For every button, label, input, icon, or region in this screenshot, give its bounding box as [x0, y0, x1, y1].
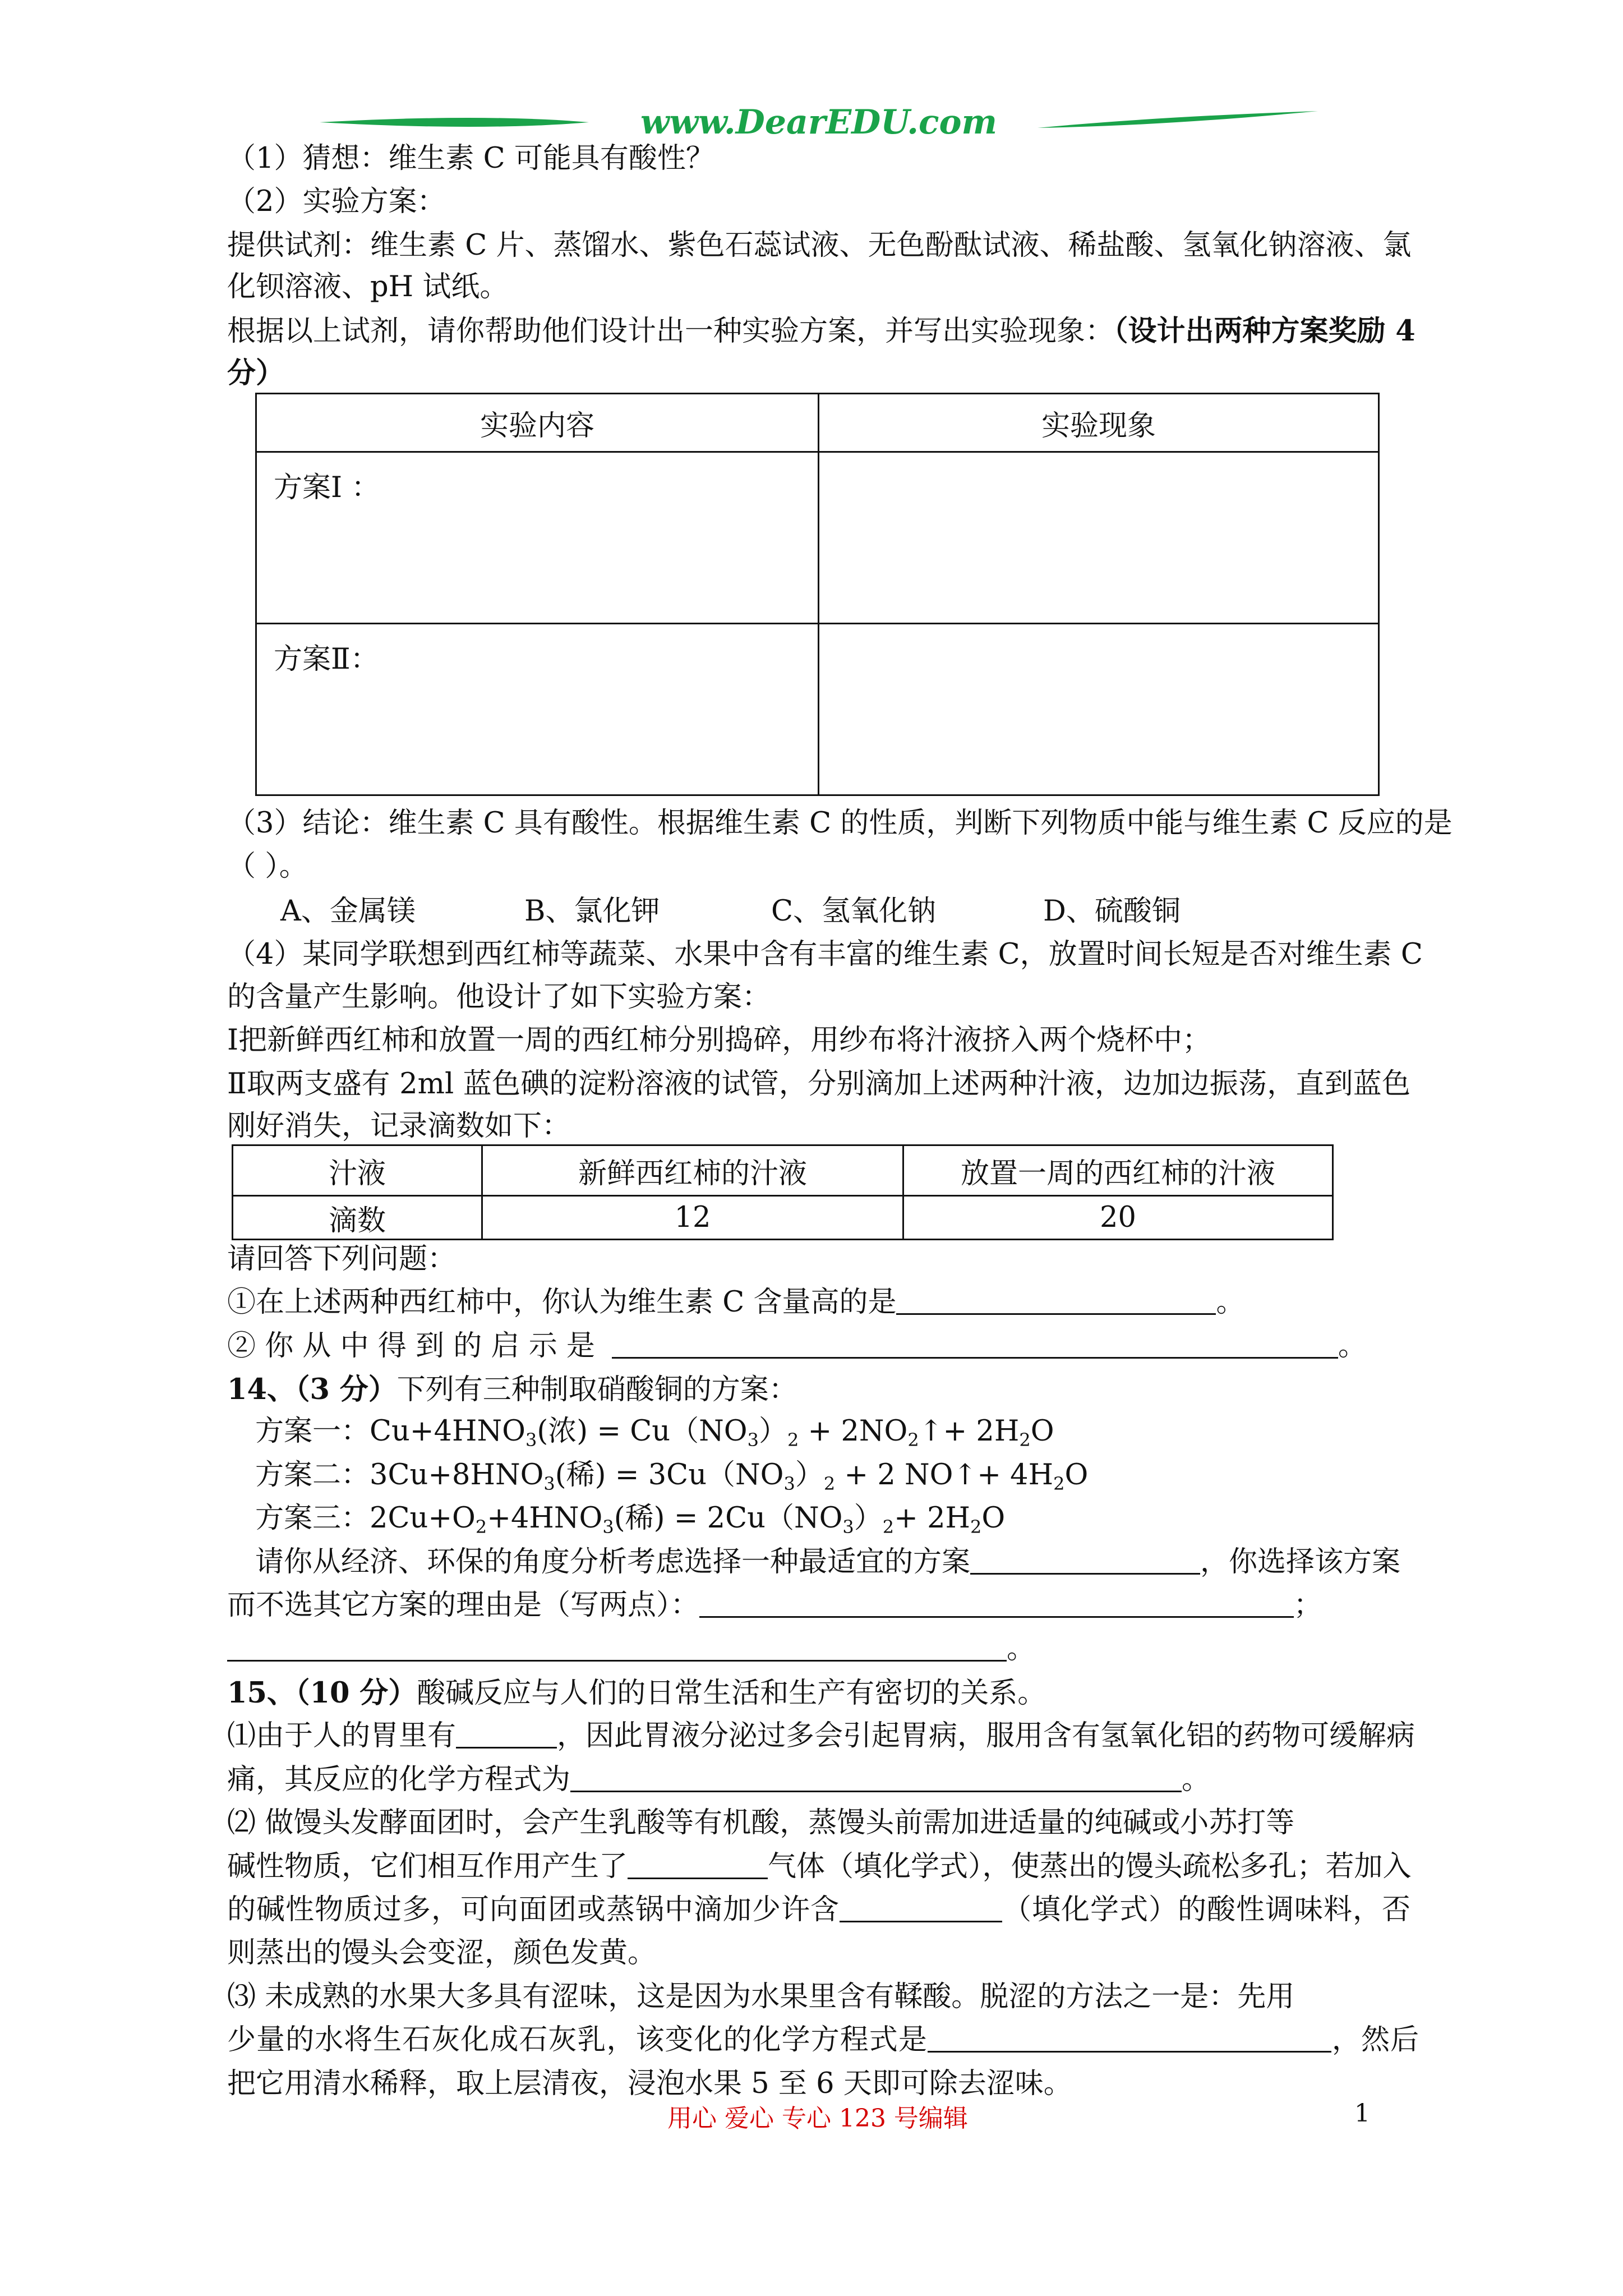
- header-site-url: www.DearEDU.com: [640, 103, 998, 142]
- question-1-text: ①在上述两种西红柿中，你认为维生素 C 含量高的是: [227, 1286, 897, 1319]
- answer-blank-2[interactable]: [612, 1328, 1338, 1359]
- q15-line-2: 痛，其反应的化学方程式为 。: [227, 1757, 1210, 1802]
- q14-q1-text: 请你从经济、环保的角度分析考虑选择一种最适宜的方案: [255, 1545, 971, 1579]
- q14-reason-blank-2[interactable]: [227, 1631, 1007, 1662]
- q15-line-1: ⑴由于人的胃里有 ，因此胃液分泌过多会引起胃病，服用含有氢氧化铝的药物可缓解病: [227, 1714, 1410, 1759]
- option-c: C、氢氧化钠: [771, 895, 937, 928]
- q15-title: [227, 1671, 1046, 1716]
- option-b: B、氯化钾: [524, 895, 660, 928]
- s4-line-2: 的含量产生影响。他设计了如下实验方案：: [227, 981, 771, 1014]
- q15-line-9: 把它用清水稀释，取上层清夜，浸泡水果 5 至 6 天即可除去涩味。: [227, 2067, 1072, 2100]
- conclusion-line: （3）结论：维生素 C 具有酸性。根据维生素 C 的性质，判断下列物质中能与维生素 C 反应的是: [227, 807, 1453, 840]
- q15-number: 15、（10 分）: [227, 1676, 417, 1710]
- row-label-drops: 滴数: [233, 1196, 482, 1240]
- reagents-line-2: 化钡溶液、pH 试纸。: [227, 270, 509, 303]
- q14-number: 14、（3 分）: [227, 1373, 397, 1406]
- header-week: 放置一周的西红柿的汁液: [903, 1145, 1333, 1196]
- plan-2-cell[interactable]: 方案Ⅱ：: [256, 624, 819, 795]
- week-drops: 20: [903, 1196, 1333, 1240]
- option-a: A、金属镁: [280, 895, 416, 928]
- q14-plan-1: 方案一：$Cu+4HNO_3$(浓) = $Cu(NO_3)_2$ + $2NO_2↑+ 2H_2O$: [255, 1415, 1054, 1451]
- q14-plan-3: 方案三：$2Cu+O_2+4HNO_3$(稀) = $2Cu(NO_3)_2+ 2H_2O$: [255, 1502, 1006, 1538]
- q15-blank-equation-1[interactable]: [570, 1761, 1182, 1792]
- q14-question-1: [255, 1540, 1400, 1585]
- fresh-drops: 12: [482, 1196, 903, 1240]
- q14-title-text: 下列有三种制取硝酸铜的方案：: [396, 1373, 797, 1406]
- s4-line-1: （4）某同学联想到西红柿等蔬菜、水果中含有丰富的维生素 C，放置时间长短是否对维生素 C: [227, 938, 1423, 971]
- footer-text: 用心 爱心 专心 123 号编辑: [667, 2104, 968, 2133]
- plan-1-phenomenon-cell[interactable]: [819, 452, 1379, 624]
- task-text: 根据以上试剂，请你帮助他们设计出一种实验方案，并写出实验现象：: [227, 315, 1114, 348]
- bonus-text: （设计出两种方案奖励 4: [1114, 314, 1415, 348]
- q15-line-3: ⑵ 做馒头发酵面团时，会产生乳酸等有机酸，蒸馒头前需加进适量的纯碱或小苏打等: [227, 1806, 1295, 1839]
- q14-question-2: [227, 1583, 1322, 1628]
- q15-line-6: 则蒸出的馒头会变涩，颜色发黄。: [227, 1936, 657, 1970]
- question-1: [227, 1280, 1244, 1325]
- bonus-text-end: 分）: [227, 356, 285, 390]
- q15-line-8: 少量的水将生石灰化成石灰乳，该变化的化学方程式是 ，然后: [227, 2018, 1419, 2063]
- header-juice: 汁液: [233, 1145, 482, 1196]
- experiment-table: [255, 393, 1380, 796]
- left-swoosh-icon: [320, 118, 589, 127]
- question-2: [227, 1324, 1367, 1369]
- s4-step-2: Ⅱ取两支盛有 2ml 蓝色碘的淀粉溶液的试管，分别滴加上述两种汁液，边加边振荡，直到蓝色: [227, 1068, 1410, 1101]
- header-content: 实验内容: [256, 394, 819, 452]
- right-swoosh-icon: [1038, 111, 1318, 128]
- q14-q2-end: ；: [1293, 1589, 1322, 1622]
- drops-table: [232, 1144, 1334, 1240]
- s4-step-2-end: 刚好消失，记录滴数如下：: [227, 1110, 571, 1143]
- question-1-end: 。: [1216, 1286, 1245, 1319]
- question-2-text: ② 你 从 中 得 到 的 启 示 是: [227, 1329, 595, 1363]
- task-line: [227, 309, 1415, 354]
- q14-q3-end: 。: [1007, 1632, 1036, 1665]
- q14-q2-text: 而不选其它方案的理由是（写两点）：: [227, 1589, 699, 1622]
- plan-heading: （2）实验方案：: [227, 185, 446, 218]
- header-phenomenon: 实验现象: [819, 394, 1379, 452]
- q14-q1-end: ，你选择该方案: [1200, 1545, 1401, 1579]
- plan-1-cell[interactable]: 方案Ⅰ ：: [256, 452, 819, 624]
- q15-blank-equation-2[interactable]: [928, 2022, 1331, 2053]
- option-d: D、硫酸铜: [1043, 895, 1181, 928]
- question-2-end: 。: [1338, 1329, 1367, 1363]
- q14-title: [227, 1367, 797, 1412]
- q15-line-5: 的碱性物质过多，可向面团或蒸锅中滴加少许含 （填化学式）的酸性调味料，否: [227, 1888, 1410, 1932]
- q15-line-4: 碱性物质，它们相互作用产生了 气体（填化学式），使蒸出的馒头疏松多孔；若加入: [227, 1844, 1410, 1889]
- questions-intro: 请回答下列问题：: [227, 1243, 457, 1276]
- answer-blank-1[interactable]: [896, 1284, 1216, 1315]
- q14-plan-2: 方案二：$3Cu+8HNO_3$(稀) = $3Cu(NO_3)_2 + 2$ NO↑+ $4H_2O$: [255, 1458, 1089, 1494]
- q14-reason-blank-1[interactable]: [699, 1587, 1294, 1618]
- q15-line-7: ⑶ 未成熟的水果大多具有涩味，这是因为水果里含有鞣酸。脱涩的方法之一是：先用: [227, 1980, 1295, 2013]
- q14-question-3: [227, 1627, 1035, 1672]
- reagents-line-1: 提供试剂：维生素 C 片、蒸馏水、紫色石蕊试液、无色酚酞试液、稀盐酸、氢氧化钠溶液、氯: [227, 229, 1412, 262]
- q15-blank-acid-formula[interactable]: [840, 1892, 1002, 1922]
- page-number: 1: [1354, 2099, 1370, 2128]
- guess-line: （1）猜想：维生素 C 可能具有酸性？: [227, 142, 714, 175]
- q15-blank-acid[interactable]: [456, 1718, 557, 1749]
- q15-title-text: 酸碱反应与人们的日常生活和生产有密切的关系。: [417, 1677, 1046, 1710]
- q15-blank-gas[interactable]: [628, 1848, 768, 1879]
- s4-step-1: Ⅰ把新鲜西红柿和放置一周的西红柿分别捣碎，用纱布将汁液挤入两个烧杯中；: [227, 1024, 1211, 1057]
- answer-paren: （ ）。: [227, 850, 308, 883]
- q14-choice-blank[interactable]: [970, 1544, 1200, 1575]
- plan-2-phenomenon-cell[interactable]: [819, 624, 1379, 795]
- header-fresh: 新鲜西红柿的汁液: [482, 1145, 903, 1196]
